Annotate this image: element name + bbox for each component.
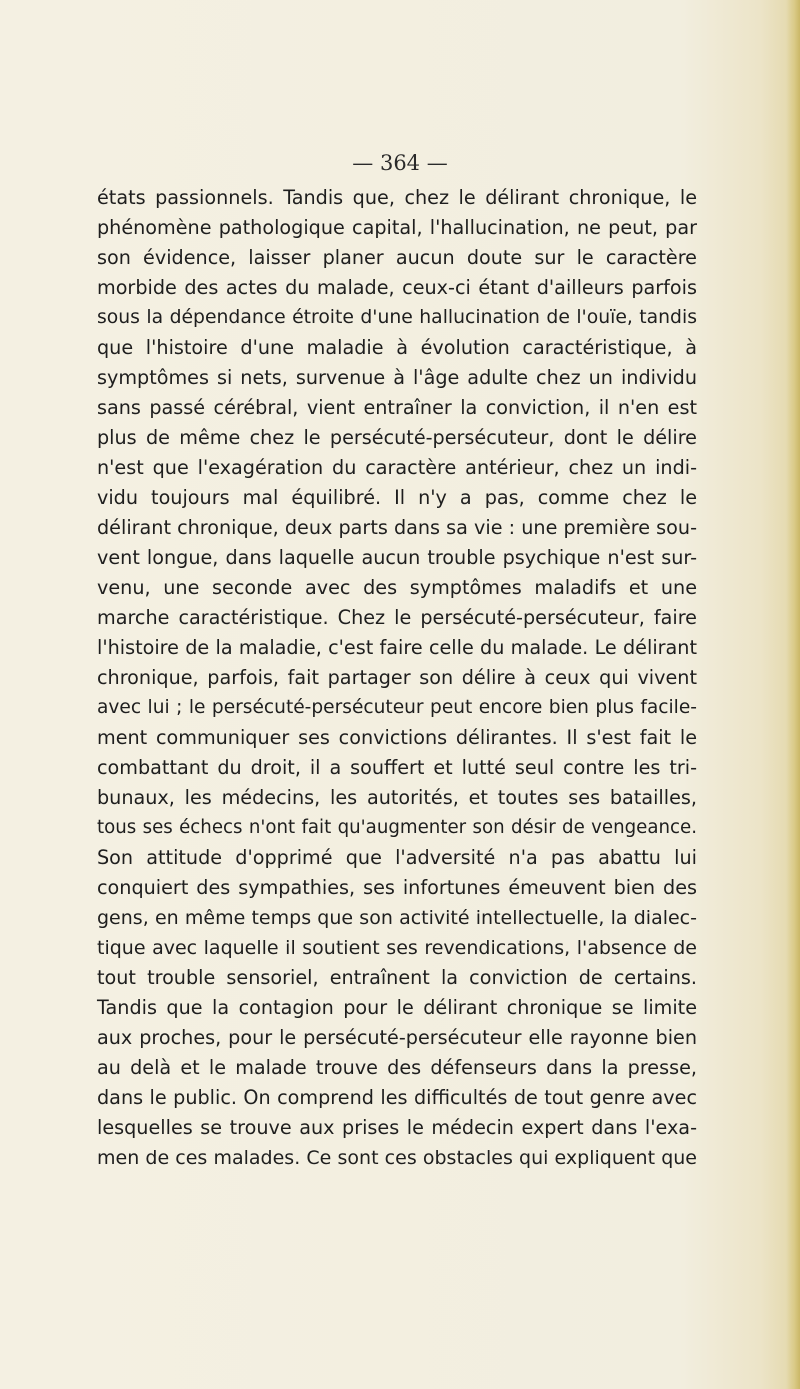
text-line: vent longue, dans laquelle aucun trouble psychique n'est sur-: [97, 546, 697, 569]
text-line: symptômes si nets, survenue à l'âge adulte chez un individu: [97, 366, 697, 389]
page-number: — 364 —: [352, 151, 448, 175]
text-line: tous ses échecs n'ont fait qu'augmenter son désir de vengeance.: [97, 817, 697, 838]
text-line: lesquelles se trouve aux prises le médecin expert dans l'exa-: [97, 1116, 697, 1139]
text-line: men de ces malades. Ce sont ces obstacles qui expliquent que: [97, 1147, 697, 1169]
text-line: son évidence, laisser planer aucun doute sur le caractère: [97, 246, 697, 269]
text-line: morbide des actes du malade, ceux-ci étant d'ailleurs parfois: [97, 276, 697, 299]
text-line: tout trouble sensoriel, entraînent la conviction de certains.: [97, 966, 697, 989]
text-line: sans passé cérébral, vient entraîner la conviction, il n'en est: [97, 396, 697, 419]
text-line: Tandis que la contagion pour le délirant chronique se limite: [97, 996, 697, 1019]
text-line: sous la dépendance étroite d'une hallucination de l'ouïe, tandis: [97, 307, 697, 328]
text-line: l'histoire de la maladie, c'est faire celle du malade. Le délirant: [97, 636, 697, 659]
text-line: ment communiquer ses convictions délirantes. Il s'est fait le: [97, 726, 697, 749]
text-line: tique avec laquelle il soutient ses revendications, l'absence de: [97, 937, 697, 959]
text-line: vidu toujours mal équilibré. Il n'y a pas, comme chez le: [97, 486, 697, 509]
text-line: délirant chronique, deux parts dans sa vie : une première sou-: [97, 516, 697, 539]
text-line: marche caractéristique. Chez le persécuté-persécuteur, faire: [97, 606, 697, 629]
page-edge-shadow: [786, 0, 800, 1389]
text-line: dans le public. On comprend les difficultés de tout genre avec: [97, 1086, 697, 1109]
text-line: conquiert des sympathies, ses infortunes émeuvent bien des: [97, 876, 697, 899]
text-line: chronique, parfois, fait partager son délire à ceux qui vivent: [97, 666, 697, 689]
text-line: gens, en même temps que son activité intellectuelle, la dialec-: [97, 907, 697, 929]
text-line: venu, une seconde avec des symptômes maladifs et une: [97, 576, 697, 599]
text-line: bunaux, les médecins, les autorités, et toutes ses batailles,: [97, 786, 697, 809]
text-line: au delà et le malade trouve des défenseurs dans la presse,: [97, 1056, 697, 1079]
body-text: [97, 183, 697, 1173]
text-line: Son attitude d'opprimé que l'adversité n'a pas abattu lui: [97, 846, 697, 869]
text-line: combattant du droit, il a souffert et lutté seul contre les tri-: [97, 756, 697, 779]
text-line: états passionnels. Tandis que, chez le délirant chronique, le: [97, 186, 697, 209]
text-line: que l'histoire d'une maladie à évolution caractéristique, à: [97, 336, 697, 359]
text-line: aux proches, pour le persécuté-persécuteur elle rayonne bien: [97, 1026, 697, 1049]
text-line: n'est que l'exagération du caractère antérieur, chez un indi-: [97, 456, 697, 479]
text-line: plus de même chez le persécuté-persécuteur, dont le délire: [97, 426, 697, 449]
text-line: avec lui ; le persécuté-persécuteur peut encore bien plus facile-: [97, 697, 697, 718]
text-line: phénomène pathologique capital, l'hallucination, ne peut, par: [97, 216, 697, 239]
